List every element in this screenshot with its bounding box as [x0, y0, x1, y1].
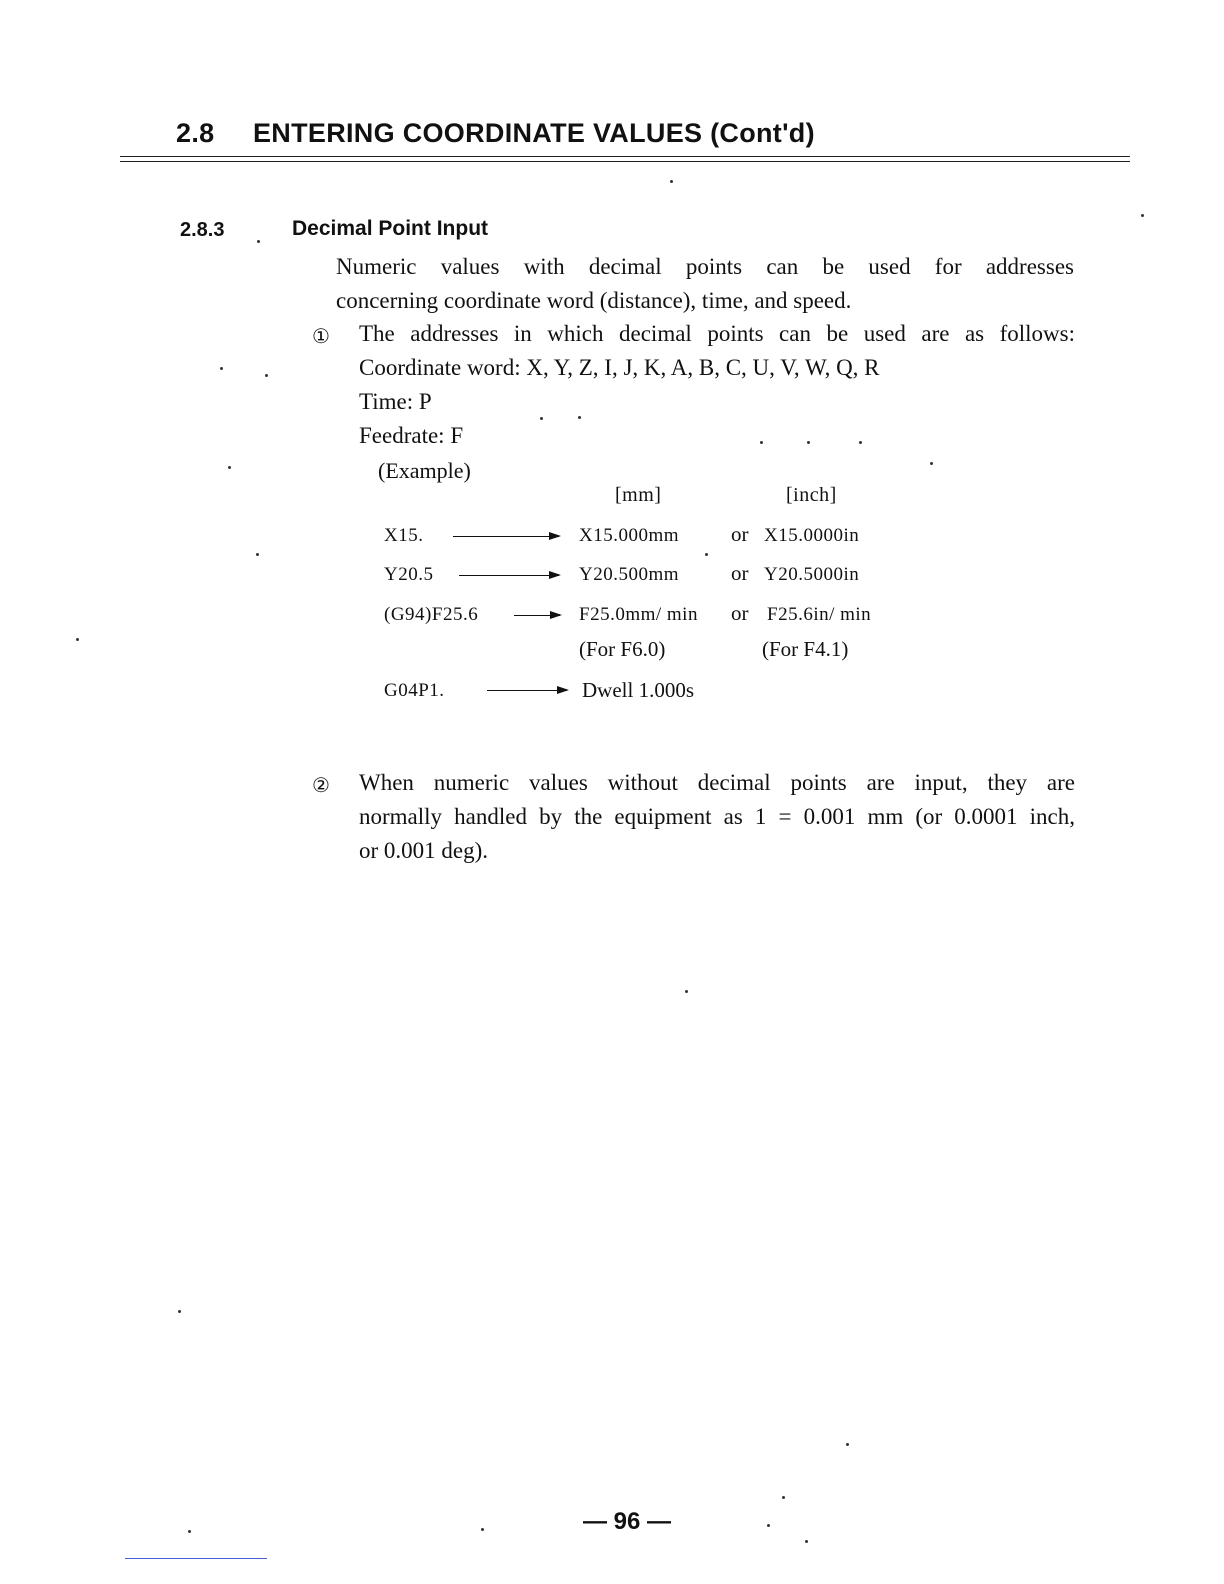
scan-speck	[256, 553, 259, 556]
row-1-inch: X15.0000in	[764, 525, 860, 546]
row-1-arrow-icon	[453, 536, 559, 537]
row-3-mm: F25.0mm/ min	[579, 604, 698, 625]
scan-speck	[670, 180, 673, 183]
item-2-marker: ②	[312, 775, 330, 797]
dwell-arrow-icon	[487, 690, 567, 691]
scan-speck	[685, 990, 688, 993]
intro-line-1: Numeric values with decimal points can be used for addresses	[336, 254, 1074, 279]
row-1-or: or	[731, 522, 749, 546]
subsection-title: Decimal Point Input	[292, 217, 489, 240]
scan-speck	[930, 462, 933, 465]
header-mm: [mm]	[615, 484, 662, 506]
scan-speck	[846, 1443, 849, 1446]
page-number: — 96 —	[583, 1508, 672, 1535]
dwell-result: Dwell 1.000s	[582, 678, 694, 702]
row-3-arrow-icon	[514, 615, 560, 616]
scan-speck	[782, 1496, 785, 1499]
scan-speck	[76, 638, 79, 641]
scan-speck	[767, 1524, 770, 1527]
section-number: 2.8	[176, 118, 215, 148]
scan-speck	[178, 1310, 181, 1313]
note-mm: (For F6.0)	[579, 637, 666, 661]
time-line: Time: P	[359, 389, 432, 414]
intro-line-2: concerning coordinate word (distance), time, and speed.	[336, 288, 852, 313]
header-rule-bottom	[120, 161, 1130, 162]
note-inch: (For F4.1)	[762, 637, 849, 661]
header-rule-top	[120, 156, 1130, 157]
scan-speck	[1141, 214, 1144, 217]
row-3-input: (G94)F25.6	[384, 604, 479, 625]
scan-speck	[257, 240, 260, 243]
scan-speck	[540, 417, 543, 420]
bottom-edge-line	[125, 1558, 267, 1559]
section-title: ENTERING COORDINATE VALUES (Cont'd)	[253, 118, 815, 148]
scan-speck	[265, 374, 268, 377]
row-3-inch: F25.6in/ min	[767, 604, 872, 625]
item-2-line-2: normally handled by the equipment as 1 = 0.001 mm (or 0.0001 inch,	[359, 804, 1075, 829]
scan-speck	[481, 1528, 484, 1531]
scan-speck	[188, 1530, 191, 1533]
item-1-marker: ①	[312, 326, 330, 348]
example-label: (Example)	[378, 458, 471, 483]
row-2-or: or	[731, 561, 749, 585]
row-2-inch: Y20.5000in	[764, 564, 860, 585]
subsection-number: 2.8.3	[180, 219, 225, 241]
scan-speck	[805, 1540, 808, 1543]
dwell-input: G04P1.	[384, 680, 445, 701]
row-1-input: X15.	[384, 525, 424, 546]
coordinate-word-line: Coordinate word: X, Y, Z, I, J, K, A, B, C, U, V, W, Q, R	[359, 355, 880, 380]
scan-speck	[705, 553, 708, 556]
scan-speck	[807, 441, 810, 444]
row-3-or: or	[731, 601, 749, 625]
row-2-arrow-icon	[459, 575, 559, 576]
scan-speck	[228, 466, 231, 469]
item-2-line-1: When numeric values without decimal points are input, they are	[359, 770, 1075, 795]
row-2-input: Y20.5	[384, 564, 434, 585]
scan-speck	[760, 441, 763, 444]
scan-speck	[220, 367, 223, 370]
item-1-text: The addresses in which decimal points can be used are as follows:	[359, 321, 1075, 346]
row-1-mm: X15.000mm	[579, 525, 680, 546]
feedrate-line: Feedrate: F	[359, 423, 464, 448]
header-inch: [inch]	[786, 484, 837, 506]
scan-speck	[859, 441, 862, 444]
section-heading	[176, 118, 815, 149]
item-2-line-3: or 0.001 deg).	[359, 838, 489, 863]
scan-speck	[578, 416, 581, 419]
row-2-mm: Y20.500mm	[579, 564, 680, 585]
